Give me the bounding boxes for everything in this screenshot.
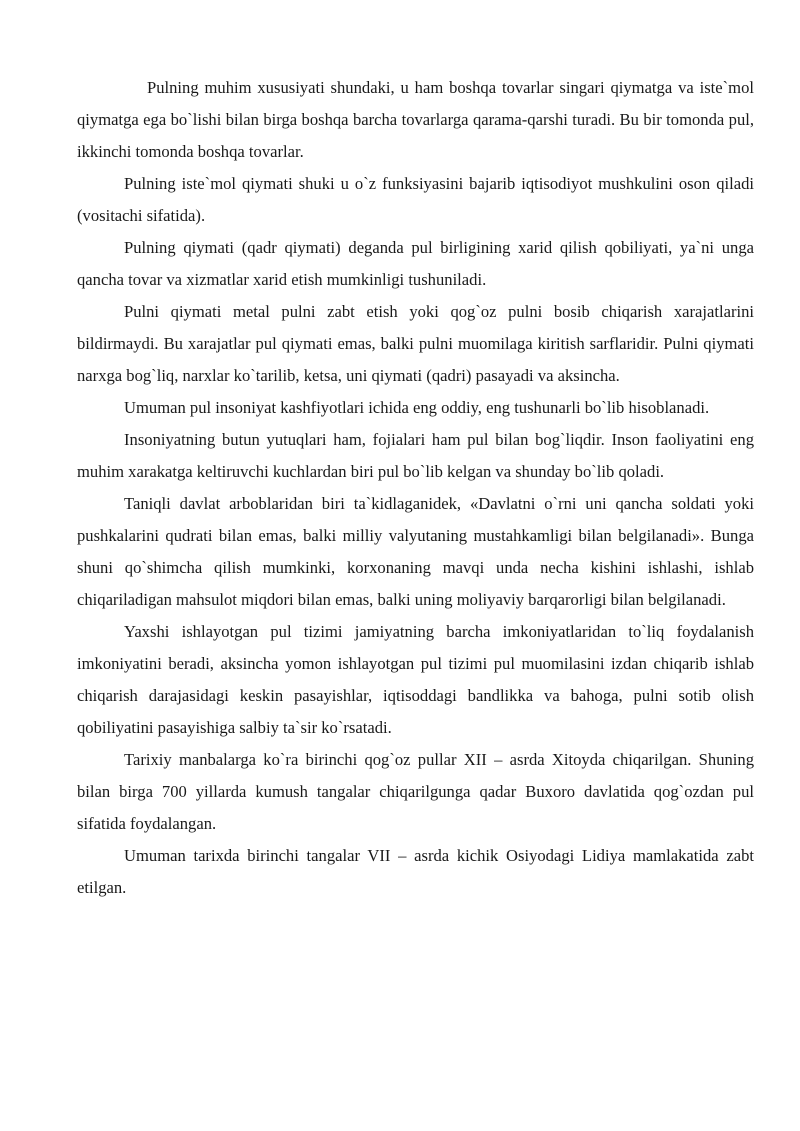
- paragraph: Tarixiy manbalarga ko`ra birinchi qog`oz pullar XII – asrda Xitoyda chiqarilgan. Shuning bilan birga 700 yillarda kumush tangalar chiqarilgunga qadar Buxoro davlatida qog`ozdan pul sifatida foydalangan.: [77, 750, 754, 833]
- document-page: [77, 72, 754, 904]
- paragraph: Pulni qiymati metal pulni zabt etish yoki qog`oz pulni bosib chiqarish xarajatlarini bildirmaydi. Bu xarajatlar pul qiymati emas, balki pulni muomilaga kiritish sarflaridir. Pulni qiymati narxga bog`liq, narxlar ko`tarilib, ketsa, uni qiymati (qadri) pasayadi va aksincha.: [77, 302, 754, 385]
- paragraph: Pulning qiymati (qadr qiymati) deganda pul birligining xarid qilish qobiliyati, ya`ni unga qancha tovar va xizmatlar xarid etish mumkinligi tushuniladi.: [77, 238, 754, 289]
- paragraph: Yaxshi ishlayotgan pul tizimi jamiyatning barcha imkoniyatlaridan to`liq foydalanish imkoniyatini beradi, aksincha yomon ishlayotgan pul tizimi pul muomilasini izdan chiqarib ishlab chiqarish darajasidagi keskin pasayishlar, iqtisoddagi bandlikka va bahoga, pulni sotib olish qobiliyatini pasayishiga salbiy ta`sir ko`rsatadi.: [77, 622, 754, 737]
- paragraph: Umuman tarixda birinchi tangalar VII – asrda kichik Osiyodagi Lidiya mamlakatida zabt etilgan.: [77, 846, 754, 897]
- paragraph: Pulning muhim xususiyati shundaki, u ham boshqa tovarlar singari qiymatga va iste`mol qiymatga ega bo`lishi bilan birga boshqa barcha tovarlarga qarama-qarshi turadi. Bu bir tomonda pul, ikkinchi tomonda boshqa tovarlar.: [77, 78, 754, 161]
- paragraph: Taniqli davlat arboblaridan biri ta`kidlaganidek, «Davlatni o`rni uni qancha soldati yoki pushkalarini qudrati bilan emas, balki milliy valyutaning mustahkamligi bilan belgilanadi». Bunga shuni qo`shimcha qilish mumkinki, korxonaning mavqi unda necha kishini ishlashi, ishlab chiqariladigan mahsulot miqdori bilan emas, balki uning moliyaviy barqarorligi bilan belgilanadi.: [77, 494, 754, 609]
- paragraph: Pulning iste`mol qiymati shuki u o`z funksiyasini bajarib iqtisodiyot mushkulini oson qiladi (vositachi sifatida).: [77, 174, 754, 225]
- paragraph: Insoniyatning butun yutuqlari ham, fojialari ham pul bilan bog`liqdir. Inson faoliyatini eng muhim xarakatga keltiruvchi kuchlardan biri pul bo`lib kelgan va shunday bo`lib qoladi.: [77, 430, 754, 481]
- paragraph: Umuman pul insoniyat kashfiyotlari ichida eng oddiy, eng tushunarli bo`lib hisoblanadi.: [124, 398, 710, 417]
